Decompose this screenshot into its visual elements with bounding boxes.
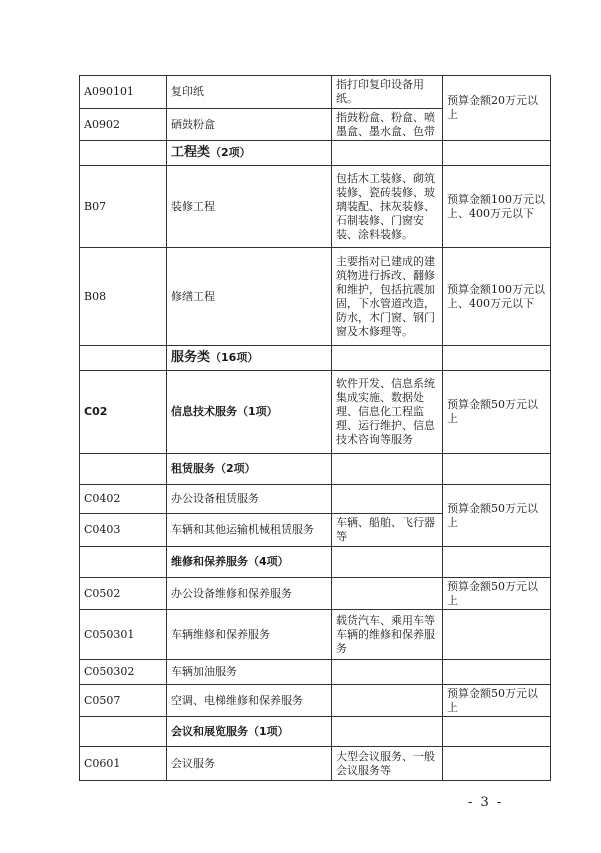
category-row — [80, 717, 551, 747]
item-code: B08 — [80, 248, 167, 346]
page-number: - 3 - — [468, 795, 504, 810]
item-code: C0403 — [80, 514, 167, 547]
item-description: 包括木工装修、砌筑装修、瓷砖装修、玻璃装配、抹灰装修、石制装修、门窗安装、涂料装修。 — [332, 166, 443, 248]
category-heading: 租赁服务（2项） — [167, 454, 332, 485]
item-code: C0502 — [80, 578, 167, 610]
table-row — [80, 610, 551, 660]
item-name: 办公设备租赁服务 — [167, 485, 332, 514]
table-row — [80, 76, 551, 109]
table-row — [80, 660, 551, 685]
item-name: 修缮工程 — [167, 248, 332, 346]
item-name: 办公设备维修和保养服务 — [167, 578, 332, 610]
item-code: C050301 — [80, 610, 167, 660]
threshold-cell: 预算金额50万元以上 — [443, 578, 551, 610]
category-row — [80, 141, 551, 166]
item-description: 指鼓粉盒、粉盒、喷墨盒、墨水盒、色带 — [332, 109, 443, 141]
item-name: 硒鼓粉盒 — [167, 109, 332, 141]
item-description: 大型会议服务、一般会议服务等 — [332, 747, 443, 781]
category-row — [80, 547, 551, 578]
category-count: （2项） — [210, 146, 251, 159]
item-description: 载货汽车、乘用车等车辆的维修和保养服务 — [332, 610, 443, 660]
item-name: 车辆加油服务 — [167, 660, 332, 685]
table-row — [80, 685, 551, 717]
item-name: 车辆和其他运输机械租赁服务 — [167, 514, 332, 547]
item-code: B07 — [80, 166, 167, 248]
category-heading — [167, 141, 332, 166]
table-row — [80, 578, 551, 610]
item-name: 复印纸 — [167, 76, 332, 109]
category-row — [80, 454, 551, 485]
table-row — [80, 485, 551, 514]
item-code: C0507 — [80, 685, 167, 717]
item-description: 主要指对已建成的建筑物进行拆改、翻修和维护，包括抗震加固，下水管道改造，防水，木门窗、钢门窗及木修理等。 — [332, 248, 443, 346]
item-code: C050302 — [80, 660, 167, 685]
table-row — [80, 371, 551, 454]
category-label: 服务类 — [171, 350, 211, 365]
item-description: 指打印复印设备用纸。 — [332, 76, 443, 109]
table-row — [80, 248, 551, 346]
category-row — [80, 346, 551, 371]
table-row — [80, 747, 551, 781]
threshold-cell: 预算金额50万元以上 — [443, 685, 551, 717]
item-name: 信息技术服务（1项） — [167, 371, 332, 454]
item-description: 车辆、船舶、飞行器等 — [332, 514, 443, 547]
threshold-cell: 预算金额50万元以上 — [443, 371, 551, 454]
item-name: 车辆维修和保养服务 — [167, 610, 332, 660]
threshold-cell: 预算金额50万元以上 — [443, 485, 551, 547]
category-heading: 维修和保养服务（4项） — [167, 547, 332, 578]
category-label: 工程类 — [171, 145, 211, 160]
category-count: （16项） — [210, 351, 259, 364]
item-name: 会议服务 — [167, 747, 332, 781]
item-code: C0402 — [80, 485, 167, 514]
threshold-cell: 预算金额20万元以上 — [443, 76, 551, 141]
item-code: C02 — [80, 371, 167, 454]
category-heading: 会议和展览服务（1项） — [167, 717, 332, 747]
item-name: 空调、电梯维修和保养服务 — [167, 685, 332, 717]
procurement-catalog-table — [79, 75, 551, 781]
threshold-cell: 预算金额100万元以上、400万元以下 — [443, 248, 551, 346]
item-code: A0902 — [80, 109, 167, 141]
item-code: A090101 — [80, 76, 167, 109]
item-name: 装修工程 — [167, 166, 332, 248]
threshold-cell: 预算金额100万元以上、400万元以下 — [443, 166, 551, 248]
table-row — [80, 166, 551, 248]
item-code: C0601 — [80, 747, 167, 781]
item-description: 软件开发、信息系统集成实施、数据处理、信息化工程监理、运行维护、信息技术咨询等服务 — [332, 371, 443, 454]
category-heading — [167, 346, 332, 371]
